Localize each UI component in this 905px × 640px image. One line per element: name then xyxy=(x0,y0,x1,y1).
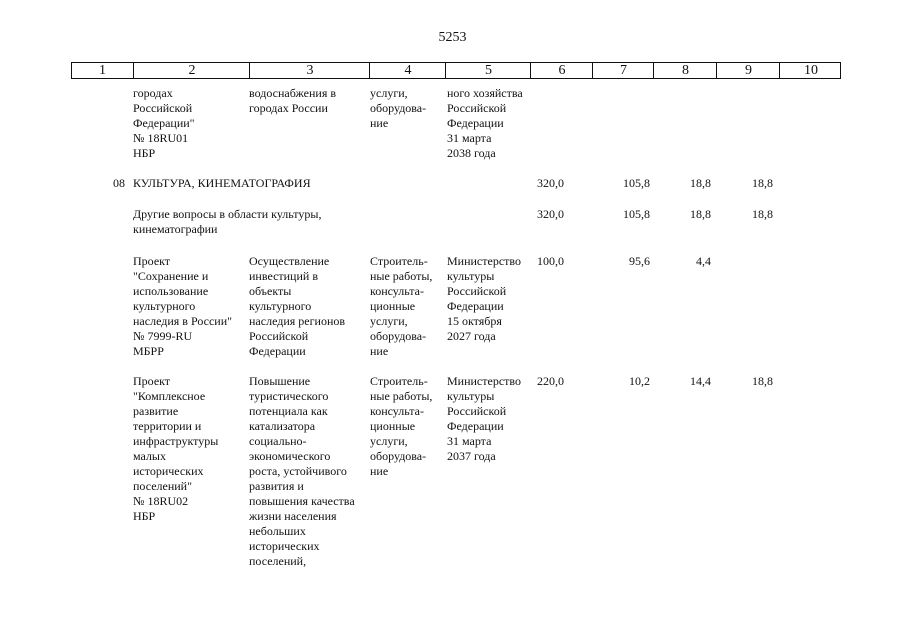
text-line: Российской xyxy=(249,329,309,343)
text-line: № 18RU02 xyxy=(133,494,189,508)
name-cell xyxy=(133,254,232,359)
text-line: развития и xyxy=(249,479,304,493)
text-line: инвестиций в xyxy=(249,269,318,283)
text-line: культурного xyxy=(133,299,196,313)
text-line: использование xyxy=(133,284,209,298)
text-line: Министерство xyxy=(447,374,521,388)
text-line: Другие вопросы в области культуры, xyxy=(133,207,322,221)
works-cell xyxy=(370,374,432,479)
text-line: консульта- xyxy=(370,284,424,298)
text-line: развитие xyxy=(133,404,179,418)
text-line: Строитель- xyxy=(370,254,428,268)
col6-value: 100,0 xyxy=(537,254,564,268)
text-line: услуги, xyxy=(370,314,408,328)
text-line: городах России xyxy=(249,101,328,115)
executor-cell xyxy=(447,86,523,161)
col7-value: 10,2 xyxy=(629,374,650,388)
text-line: Российской xyxy=(133,101,193,115)
text-line: Российской xyxy=(447,284,507,298)
text-line: ционные xyxy=(370,299,416,313)
col8-value: 4,4 xyxy=(696,254,711,268)
text-line: оборудова- xyxy=(370,101,427,115)
text-line: Федерации xyxy=(249,344,306,358)
text-line: "Сохранение и xyxy=(133,269,209,283)
text-line: № 7999-RU xyxy=(133,329,193,343)
text-line: туристического xyxy=(249,389,329,403)
col6-value: 320,0 xyxy=(537,207,564,221)
text-line: роста, устойчивого xyxy=(249,464,347,478)
text-line: Министерство xyxy=(447,254,521,268)
header-col-9: 9 xyxy=(716,63,780,78)
header-col-4: 4 xyxy=(369,63,446,78)
text-line: исторических xyxy=(249,539,320,553)
text-line: Проект xyxy=(133,254,171,268)
col8-value: 18,8 xyxy=(690,207,711,221)
text-line: культуры xyxy=(447,389,495,403)
text-line: 2027 года xyxy=(447,329,496,343)
page-number: 5253 xyxy=(438,30,467,45)
col8-value: 14,4 xyxy=(690,374,711,388)
text-line: наследия регионов xyxy=(249,314,346,328)
text-line: городах xyxy=(133,86,173,100)
header-col-10: 10 xyxy=(779,63,842,78)
name-cell xyxy=(133,176,311,191)
header-col-5: 5 xyxy=(445,63,531,78)
table-header-row xyxy=(71,62,841,79)
text-line: 31 марта xyxy=(447,131,492,145)
text-line: МБРР xyxy=(133,344,164,358)
text-line: культурного xyxy=(249,299,312,313)
name-cell xyxy=(133,374,218,524)
col6-value: 220,0 xyxy=(537,374,564,388)
col7-value: 105,8 xyxy=(623,176,650,190)
text-line: Федерации" xyxy=(133,116,195,130)
text-line: поселений" xyxy=(133,479,192,493)
text-line: "Комплексное xyxy=(133,389,206,403)
header-col-6: 6 xyxy=(530,63,593,78)
text-line: услуги, xyxy=(370,434,408,448)
text-line: потенциала как xyxy=(249,404,328,418)
text-line: 15 октября xyxy=(447,314,502,328)
name-cell xyxy=(133,86,195,161)
executor-cell xyxy=(447,374,521,464)
header-col-3: 3 xyxy=(249,63,370,78)
text-line: Федерации xyxy=(447,299,504,313)
purpose-cell xyxy=(249,254,345,359)
text-line: небольших xyxy=(249,524,306,538)
text-line: повышения качества xyxy=(249,494,355,508)
text-line: КУЛЬТУРА, КИНЕМАТОГРАФИЯ xyxy=(133,176,311,190)
text-line: Повышение xyxy=(249,374,311,388)
text-line: № 18RU01 xyxy=(133,131,189,145)
text-line: жизни населения xyxy=(249,509,337,523)
text-line: НБР xyxy=(133,509,156,523)
text-line: ные работы, xyxy=(370,269,433,283)
text-line: консульта- xyxy=(370,404,424,418)
text-line: ционные xyxy=(370,419,416,433)
text-line: 2038 года xyxy=(447,146,496,160)
text-line: кинематографии xyxy=(133,222,218,236)
text-line: Федерации xyxy=(447,116,504,130)
text-line: наследия в России" xyxy=(133,314,233,328)
text-line: Российской xyxy=(447,404,507,418)
row-code: 08 xyxy=(113,176,125,190)
works-cell xyxy=(370,254,432,359)
text-line: Российской xyxy=(447,101,507,115)
col9-value: 18,8 xyxy=(752,176,773,190)
text-line: ные работы, xyxy=(370,389,433,403)
text-line: инфраструктуры xyxy=(133,434,219,448)
purpose-cell xyxy=(249,86,336,116)
text-line: водоснабжения в xyxy=(249,86,337,100)
text-line: НБР xyxy=(133,146,156,160)
header-col-1: 1 xyxy=(99,63,106,78)
text-line: социально- xyxy=(249,434,307,448)
name-cell xyxy=(133,207,321,237)
col6-value: 320,0 xyxy=(537,176,564,190)
header-col-8: 8 xyxy=(653,63,717,78)
text-line: культуры xyxy=(447,269,495,283)
text-line: оборудова- xyxy=(370,449,427,463)
text-line: исторических xyxy=(133,464,204,478)
text-line: территории и xyxy=(133,419,202,433)
text-line: объекты xyxy=(249,284,292,298)
col7-value: 105,8 xyxy=(623,207,650,221)
header-col-7: 7 xyxy=(592,63,654,78)
text-line: ного хозяйства xyxy=(447,86,523,100)
text-line: катализатора xyxy=(249,419,316,433)
purpose-cell xyxy=(249,374,355,569)
text-line: 2037 года xyxy=(447,449,496,463)
col9-value: 18,8 xyxy=(752,374,773,388)
text-line: ние xyxy=(370,344,389,358)
text-line: поселений, xyxy=(249,554,307,568)
text-line: 31 марта xyxy=(447,434,492,448)
text-line: ние xyxy=(370,116,389,130)
col7-value: 95,6 xyxy=(629,254,650,268)
text-line: Строитель- xyxy=(370,374,428,388)
header-col-2: 2 xyxy=(133,63,250,78)
works-cell xyxy=(370,86,426,131)
col9-value: 18,8 xyxy=(752,207,773,221)
text-line: ние xyxy=(370,464,389,478)
executor-cell xyxy=(447,254,521,344)
text-line: услуги, xyxy=(370,86,408,100)
text-line: экономического xyxy=(249,449,331,463)
col8-value: 18,8 xyxy=(690,176,711,190)
text-line: Федерации xyxy=(447,419,504,433)
text-line: оборудова- xyxy=(370,329,427,343)
text-line: Проект xyxy=(133,374,171,388)
text-line: малых xyxy=(133,449,166,463)
text-line: Осуществление xyxy=(249,254,330,268)
